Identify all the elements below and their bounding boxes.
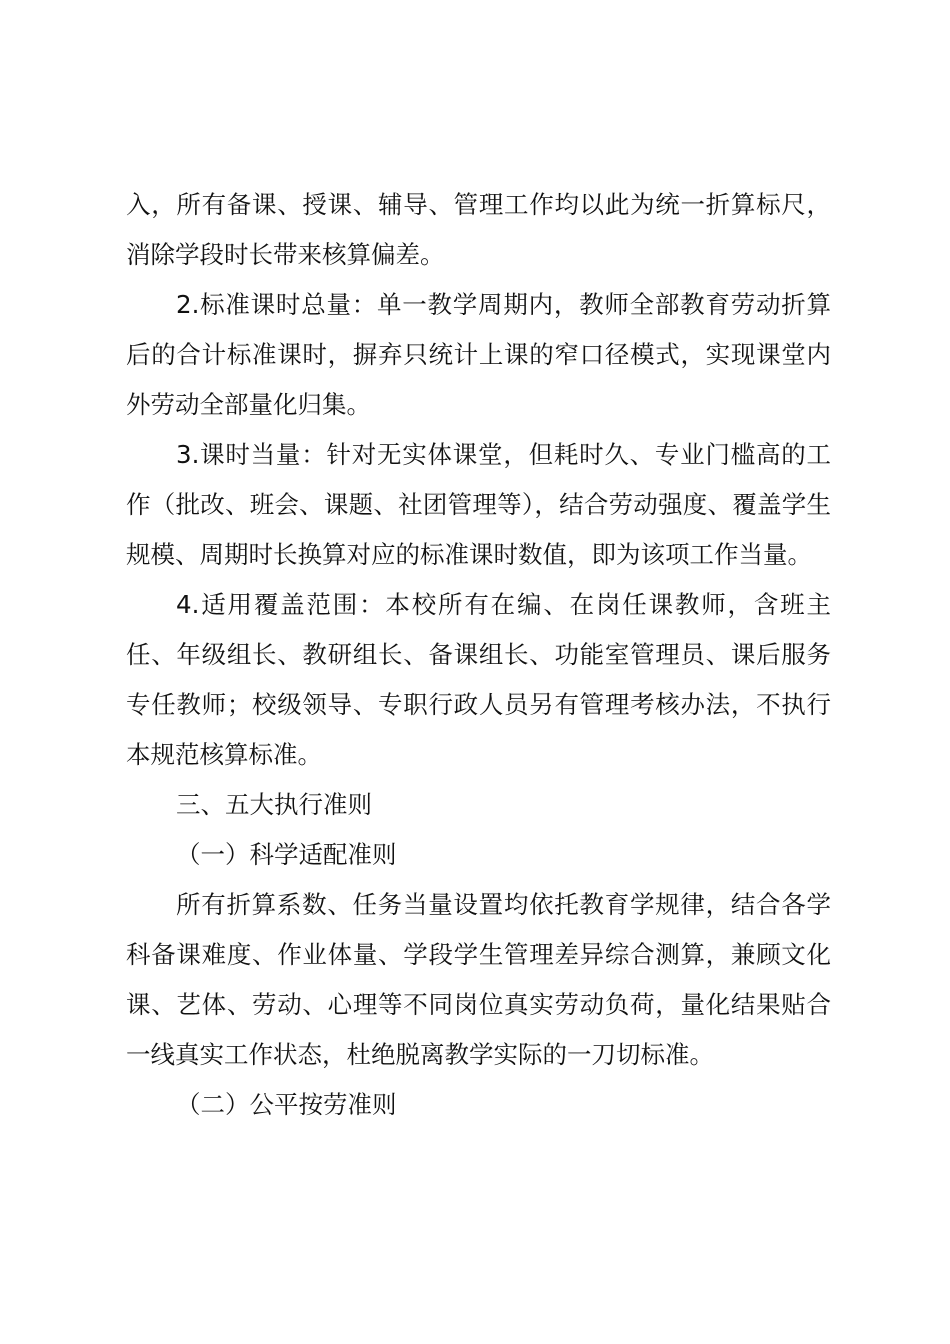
subheading-scientific: （一）科学适配准则 (176, 840, 397, 869)
section-heading-principles: 三、五大执行准则 (176, 790, 372, 819)
document-body (126, 180, 831, 1130)
subheading-fairness: （二）公平按劳准则 (176, 1090, 397, 1119)
paragraph-continuation: 入，所有备课、授课、辅导、管理工作均以此为统一折算标尺，消除学段时长带来核算偏差。 (126, 190, 831, 269)
paragraph-scope: 4.适用覆盖范围：本校所有在编、在岗任课教师，含班主任、年级组长、教研组长、备课组长、功能室管理员、课后服务专任教师；校级领导、专职行政人员另有管理考核办法，不执行本规范核算标准。 (126, 590, 831, 769)
paragraph-standard-total-hours: 2.标准课时总量：单一教学周期内，教师全部教育劳动折算后的合计标准课时，摒弃只统计上课的窄口径模式，实现课堂内外劳动全部量化归集。 (126, 290, 831, 419)
paragraph-hour-equivalent: 3.课时当量：针对无实体课堂，但耗时久、专业门槛高的工作（批改、班会、课题、社团管理等），结合劳动强度、覆盖学生规模、周期时长换算对应的标准课时数值，即为该项工作当量。 (126, 440, 831, 569)
paragraph-scientific-principle: 所有折算系数、任务当量设置均依托教育学规律，结合各学科备课难度、作业体量、学段学生管理差异综合测算，兼顾文化课、艺体、劳动、心理等不同岗位真实劳动负荷，量化结果贴合一线真实工作状态，杜绝脱离教学实际的一刀切标准。 (126, 890, 831, 1069)
